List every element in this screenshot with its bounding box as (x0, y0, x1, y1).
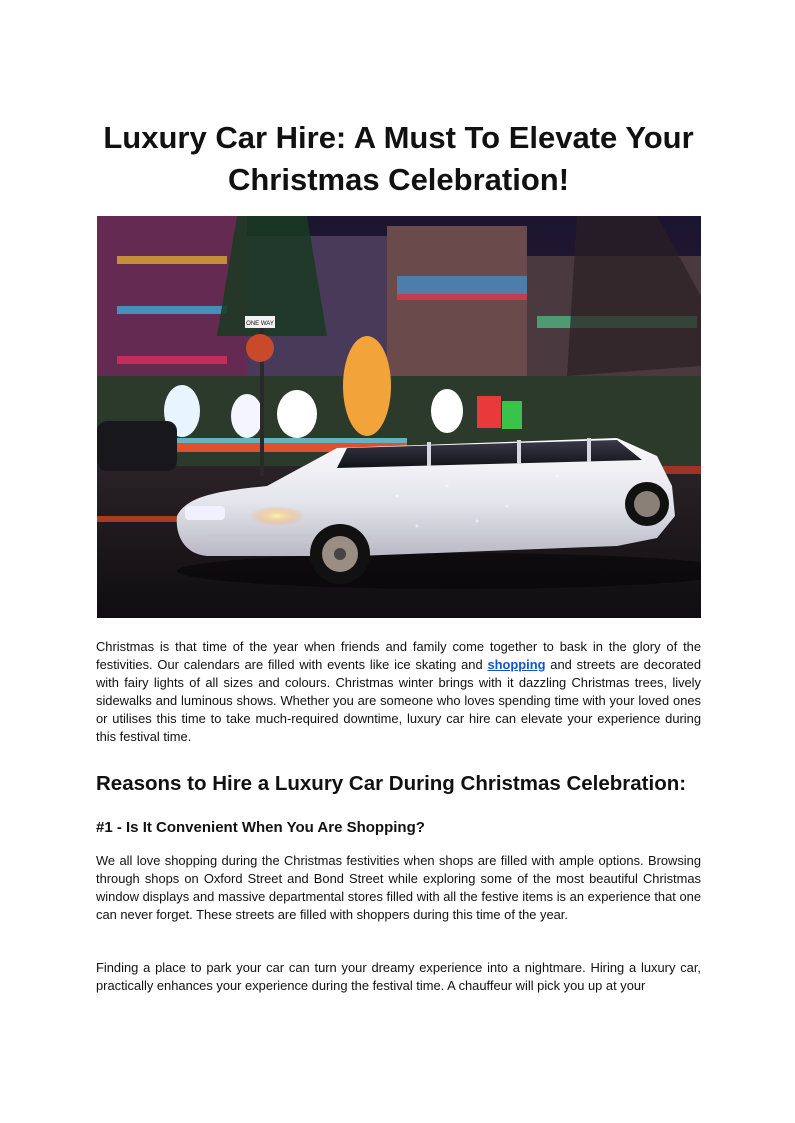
paragraph-1: We all love shopping during the Christmas festivities when shops are filled with ample options. Browsing through shops on Oxford Street and Bond Street while exploring some of the most beautiful Christmas window displays and massive departmental stores filled with all the festive items is an experience that one can never forget. These streets are filled with shoppers during this time of the year. (96, 853, 701, 922)
intro-paragraph: Christmas is that time of the year when friends and family come together to bask in the glory of the festivities. Our calendars are filled with events like ice skating and shopping and streets are decorated with fairy lights of all sizes and colours. Christmas winter brings with it dazzling Christmas trees, lively sidewalks and luminous shows. Whether you are someone who loves spending time with your loved ones or utilises this time to take much-required downtime, luxury car hire can elevate your experience during this festival time. (96, 639, 701, 744)
shopping-link[interactable]: shopping (487, 657, 546, 672)
hero-image (97, 216, 701, 618)
article-title: Luxury Car Hire: A Must To Elevate Your Christmas Celebration! (103, 120, 694, 197)
subheading: #1 - Is It Convenient When You Are Shopping? (96, 819, 425, 836)
section-heading: Reasons to Hire a Luxury Car During Christmas Celebration: (96, 772, 687, 795)
sign-text: ONE WAY (246, 321, 274, 327)
paragraph-2: Finding a place to park your car can turn your dreamy experience into a nightmare. Hiring a luxury car, practically enhances your experience during the festival time. A chauffeur will pick you up at your (96, 960, 701, 993)
